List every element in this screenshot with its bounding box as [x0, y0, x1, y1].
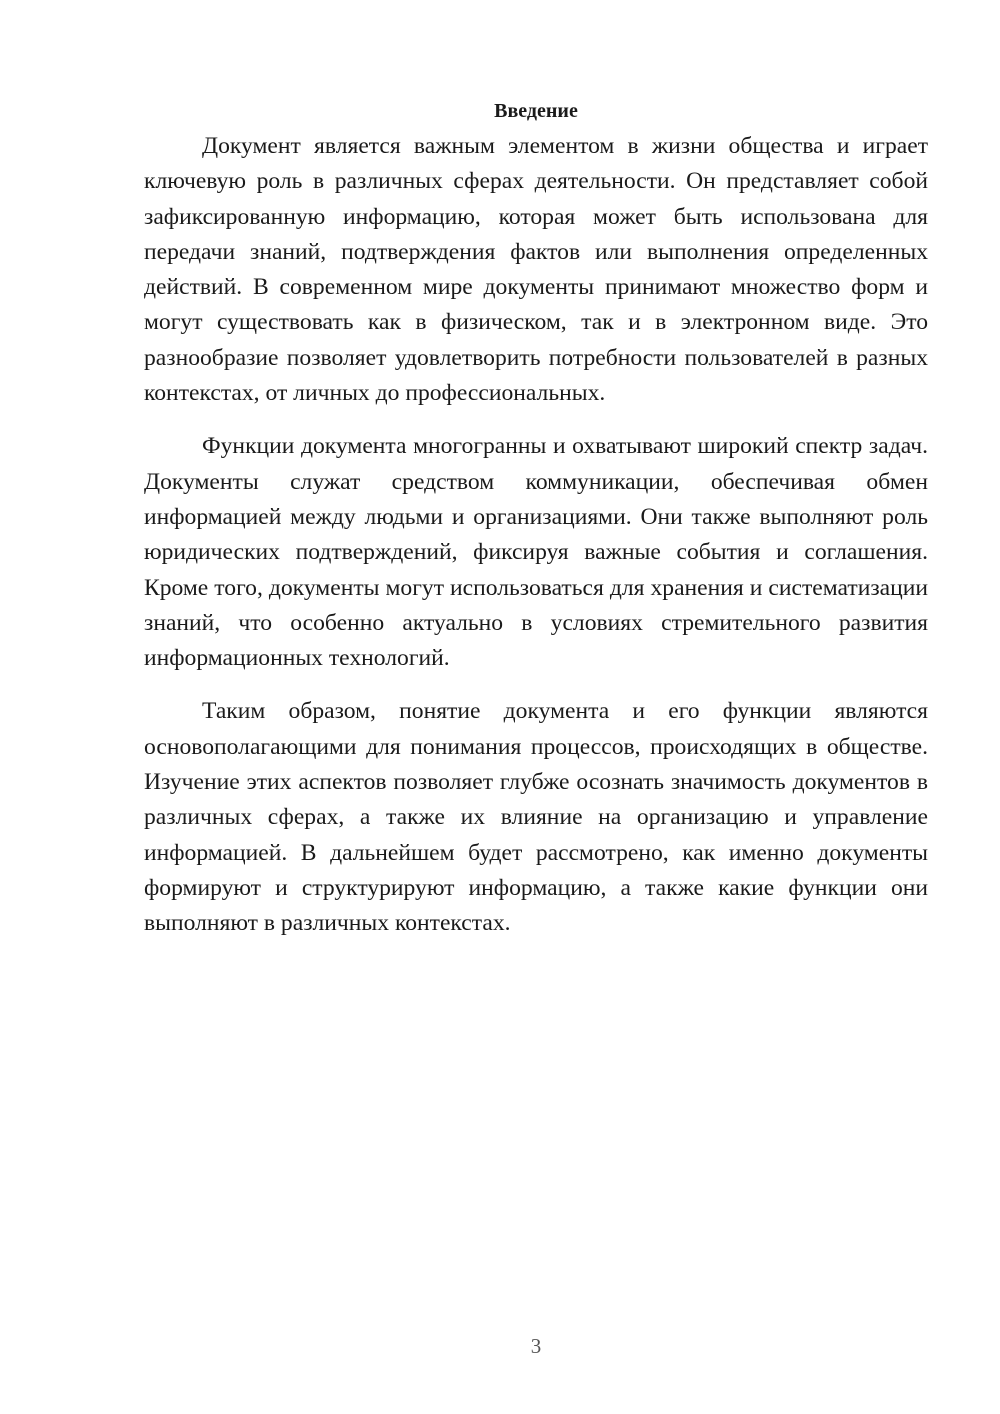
paragraph-3: Таким образом, понятие документа и его функции являются основополагающими для понимания процессов, происходящих в обществе. Изучение этих аспектов позволяет глубже осознать значимость документов в различных сферах, а также их влияние на организацию и управление информацией. В дальнейшем будет рассмотрено, как именно документы формируют и структурируют информацию, а также какие функции они выполняют в различных контекстах.: [144, 698, 928, 937]
paragraph-2: Функции документа многогранны и охватывают широкий спектр задач. Документы служат средством коммуникации, обеспечивая обмен информацией между людьми и организациями. Они также выполняют роль юридических подтверждений, фиксируя важные события и соглашения. Кроме того, документы могут использоваться для хранения и систематизации знаний, что особенно актуально в условиях стремительного развития информационных технологий.: [144, 433, 928, 672]
page-content: [144, 96, 928, 960]
section-heading: Введение: [494, 100, 578, 122]
paragraph-1: Документ является важным элементом в жизни общества и играет ключевую роль в различных сферах деятельности. Он представляет собой зафиксированную информацию, которая может быть использована для передачи знаний, подтверждения фактов или выполнения определенных действий. В современном мире документы принимают множество форм и могут существовать как в физическом, так и в электронном виде. Это разнообразие позволяет удовлетворить потребности пользователей в разных контекстах, от личных до профессиональных.: [144, 133, 928, 407]
page-number: 3: [530, 1334, 542, 1358]
